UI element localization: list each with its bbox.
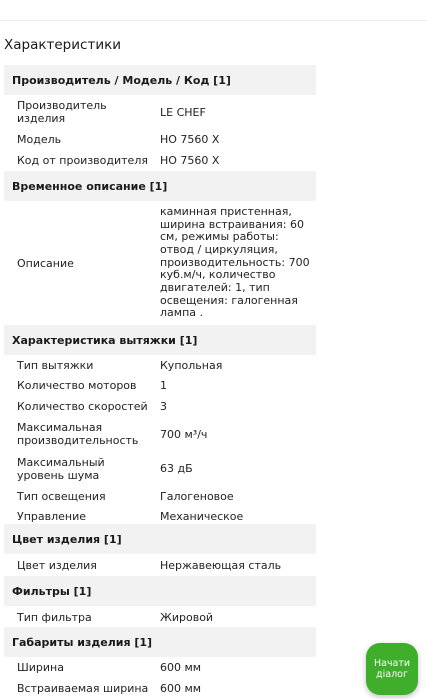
section-manufacturer (4, 65, 316, 171)
spec-row (4, 417, 316, 451)
spec-key: Тип освещения (17, 489, 106, 503)
spec-value: 3 (160, 400, 167, 413)
spec-value: HO 7560 X (160, 153, 220, 167)
spec-key: Количество скоростей (17, 400, 148, 413)
section-hood-specs (4, 325, 316, 527)
spec-key: Ширина (17, 661, 64, 674)
section-description (4, 171, 316, 325)
top-bar (0, 0, 427, 21)
section-header: Характеристика вытяжки [1] (4, 325, 316, 355)
section-filters (4, 576, 316, 628)
spec-key: Встраиваемая ширина (17, 682, 149, 695)
spec-value: Купольная (160, 358, 223, 372)
section-header: Фильтры [1] (4, 576, 316, 606)
section-header: Цвет изделия [1] (4, 524, 316, 554)
spec-key: Цвет изделия (17, 558, 97, 572)
section-color (4, 524, 316, 576)
spec-key: Количество моторов (17, 379, 137, 392)
spec-value: 700 м³/ч (160, 427, 208, 441)
spec-key: Модель (17, 132, 62, 146)
spec-row (4, 486, 316, 506)
spec-value: HO 7560 X (160, 132, 220, 146)
spec-value: Нержавеющая сталь (160, 558, 282, 572)
spec-row (4, 201, 316, 325)
spec-value: 600 мм (160, 682, 202, 695)
section-header: Производитель / Модель / Код [1] (4, 65, 316, 95)
spec-key: Код от производителя (17, 153, 148, 167)
spec-row (4, 606, 316, 628)
page-title: Характеристики (4, 37, 122, 53)
spec-row (4, 554, 316, 576)
spec-row (4, 375, 316, 396)
spec-value: 600 мм (160, 661, 202, 674)
spec-row (4, 396, 316, 417)
section-header: Габариты изделия [1] (4, 627, 316, 657)
spec-key: Тип вытяжки (17, 358, 94, 372)
spec-key: Описание (17, 256, 74, 270)
start-dialog-label: Начати діалог (373, 658, 411, 680)
spec-value: Механическое (160, 510, 244, 523)
spec-key: Максимальная производительность (17, 421, 139, 447)
spec-row (4, 149, 316, 171)
start-dialog-button[interactable] (366, 643, 418, 695)
spec-row (4, 355, 316, 375)
section-header: Временное описание [1] (4, 171, 316, 201)
spec-key: Производитель изделия (17, 99, 107, 125)
spec-value: Жировой (160, 610, 214, 624)
spec-key: Максимальный уровень шума (17, 455, 105, 482)
spec-value: 63 дБ (160, 462, 193, 475)
spec-key: Управление (17, 510, 87, 523)
spec-row (4, 129, 316, 149)
spec-row (4, 657, 316, 678)
spec-row (4, 95, 316, 129)
spec-value: LE CHEF (160, 105, 206, 119)
spec-key: Тип фильтра (17, 610, 92, 624)
spec-row (4, 678, 316, 699)
spec-row (4, 451, 316, 486)
spec-value: Галогеновое (160, 489, 234, 503)
section-dimensions (4, 627, 316, 699)
spec-value: каминная пристенная, ширина встраивания: 60 см, режимы работы: отвод / циркуляция, производительность: 700 куб.м/ч, количество двигателей: 1, тип освещения: галогенная лампа . (160, 204, 310, 320)
spec-value: 1 (160, 379, 167, 392)
